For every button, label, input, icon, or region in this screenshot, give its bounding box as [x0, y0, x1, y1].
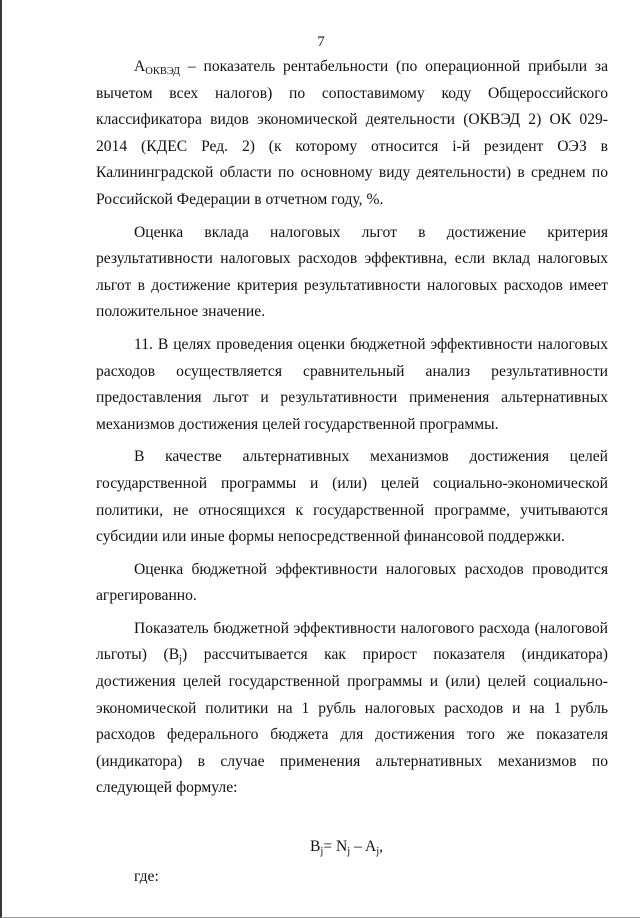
indicator-text-before: Показатель бюджетной эффективности налогового расхода (налоговой льготы) (B — [96, 619, 608, 664]
paragraph-contribution-assessment: Оценка вклада налоговых льгот в достижение критерия результативности налоговых расходов эффективна, если вклад налоговых льгот в достижение критерия результативности налоговых расходов имеет положительное значение. — [96, 223, 608, 321]
where-label: где: — [134, 868, 159, 886]
formula-n-subscript: j — [347, 846, 351, 858]
formula-minus: – — [350, 838, 365, 856]
indicator-subscript: j — [179, 654, 183, 666]
definition-text: – показатель рентабельности (по операционной прибыли за вычетом всех налогов) по сопоставимому коду Общероссийского классификатора видов экономической деятельности (ОКВЭД 2) ОК 029-2014 (КДЕС Ред. 2) (к которому относится i-й резидент ОЭЗ в Калининградской области по основному виду деятельности) в среднем по Российской Федерации в отчетном году, %. — [96, 58, 608, 208]
paragraph-budget-efficiency-indicator — [96, 616, 608, 802]
formula-a-subscript: j — [376, 846, 380, 858]
page-number: 7 — [317, 34, 325, 50]
paragraph-aokved-definition — [96, 54, 608, 214]
paragraph-aggregated-assessment: Оценка бюджетной эффективности налоговых расходов проводится агрегированно. — [96, 560, 608, 605]
symbol-a: A — [134, 58, 146, 75]
formula-b-subscript: j — [320, 846, 324, 858]
formula-a: A — [364, 838, 377, 856]
paragraph-alternative-mechanisms: В качестве альтернативных механизмов достижения целей государственной программы и (или) целей социально-экономической политики, не относящихся к государственной программе, учитываются субсидии или иные формы непосредственной финансовой поддержки. — [96, 448, 608, 546]
formula-end: , — [379, 838, 384, 856]
formula-b: B — [310, 838, 321, 856]
paragraph-item-11: 11. В целях проведения оценки бюджетной эффективности налоговых расходов осуществляется сравнительный анализ результативности предоставления льгот и результативности применения альтернативных механизмов достижения целей государственной программы. — [96, 335, 608, 433]
symbol-a-subscript: ОКВЭД — [145, 66, 181, 77]
indicator-text-after: ) рассчитывается как прирост показателя (индикатора) достижения целей государственной программы и (или) целей социально-экономической политики на 1 рубль налоговых расходов и на 1 рубль расходов федерального бюджета для достижения того же показателя (индикатора) в случае применения альтернативных механизмов по следующей формуле: — [96, 646, 608, 797]
formula-equals: = — [323, 838, 337, 856]
formula — [96, 834, 608, 860]
formula-n: N — [336, 838, 348, 856]
document-body — [96, 54, 608, 891]
